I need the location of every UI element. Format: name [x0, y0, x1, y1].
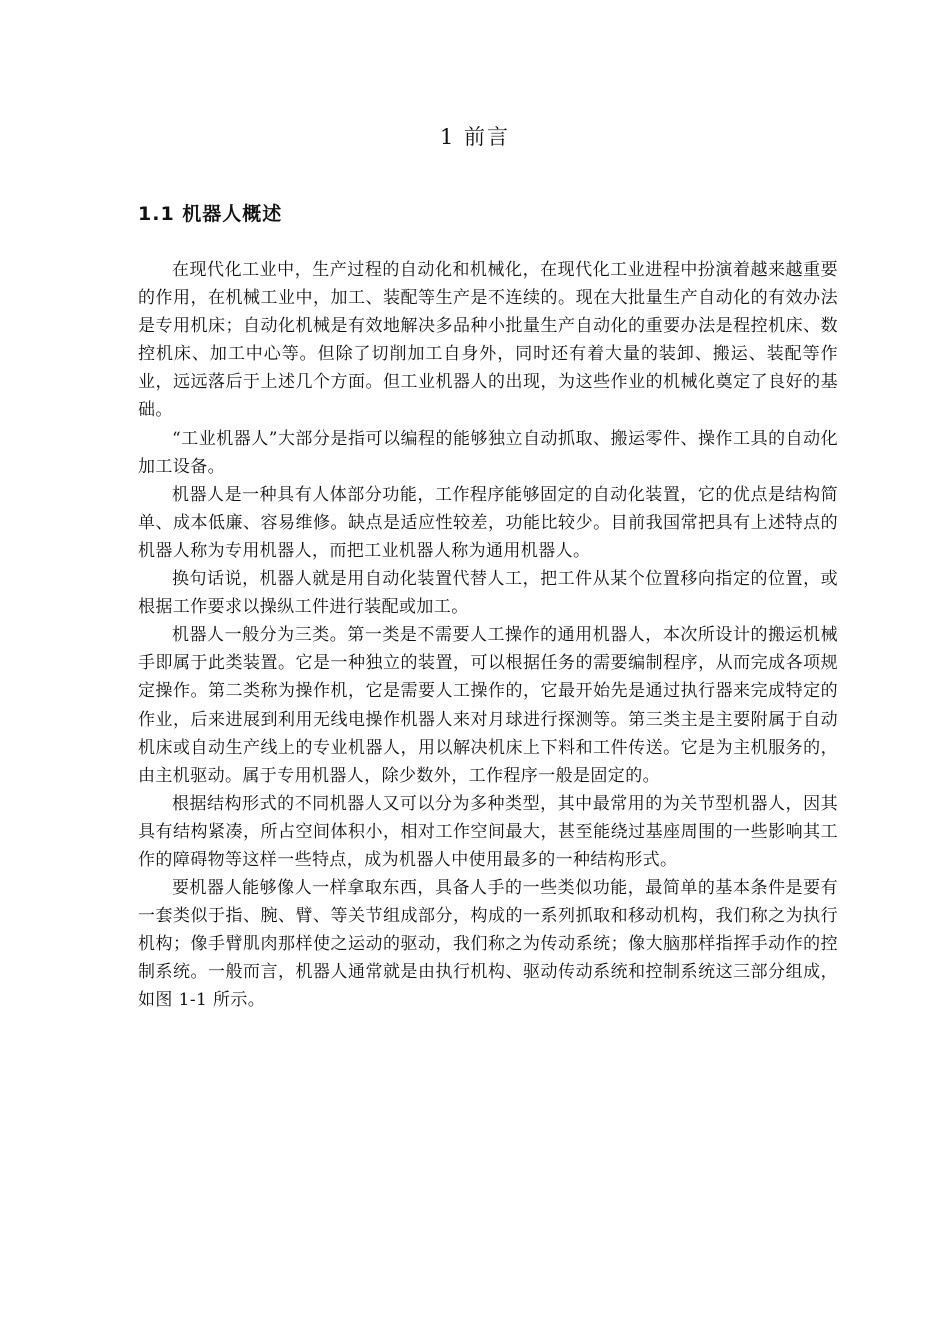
chapter-title: 1 前言: [439, 125, 511, 149]
paragraph: 要机器人能够像人一样拿取东西，具备人手的一些类似功能，最简单的基本条件是要有一套类似于指、腕、臂、等关节组成部分，构成的一系列抓取和移动机构，我们称之为执行机构；像手臂肌肉那样使之运动的驱动，我们称之为传动系统；像大脑那样指挥手动作的控制系统。一般而言，机器人通常就是由执行机构、驱动传动系统和控制系统这三部分组成，如图 1-1 所示。: [138, 878, 838, 1011]
section-title: 1.1 机器人概述: [138, 203, 283, 225]
paragraph: 在现代化工业中，生产过程的自动化和机械化，在现代化工业进程中扮演着越来越重要的作用，在机械工业中，加工、装配等生产是不连续的。现在大批量生产自动化的有效办法是专用机床；自动化机械是有效地解决多品种小批量生产自动化的重要办法是程控机床、数控机床、加工中心等。但除了切削加工自身外，同时还有着大量的装卸、搬运、装配等作业，远远落后于上述几个方面。但工业机器人的出现，为这些作业的机械化奠定了良好的基础。: [138, 260, 838, 421]
paragraph: “工业机器人”大部分是指可以编程的能够独立自动抓取、搬运零件、操作工具的自动化加工设备。: [138, 428, 838, 477]
paragraph: 机器人是一种具有人体部分功能，工作程序能够固定的自动化装置，它的优点是结构简单、成本低廉、容易维修。缺点是适应性较差，功能比较少。目前我国常把具有上述特点的机器人称为专用机器人，而把工业机器人称为通用机器人。: [138, 484, 838, 561]
paragraph: 根据结构形式的不同机器人又可以分为多种类型，其中最常用的为关节型机器人，因其具有结构紧凑，所占空间体积小，相对工作空间最大，甚至能绕过基座周围的一些影响其工作的障碍物等这样一些特点，成为机器人中使用最多的一种结构形式。: [138, 793, 838, 870]
paragraph: 机器人一般分为三类。第一类是不需要人工操作的通用机器人，本次所设计的搬运机械手即属于此类装置。它是一种独立的装置，可以根据任务的需要编制程序，从而完成各项规定操作。第二类称为操作机，它是需要人工操作的，它最开始先是通过执行器来完成特定的作业，后来进展到利用无线电操作机器人来对月球进行探测等。第三类主是主要附属于自动机床或自动生产线上的专业机器人，用以解决机床上下料和工件传送。它是为主机服务的，由主机驱动。属于专用机器人，除少数外，工作程序一般是固定的。: [138, 625, 838, 786]
body-text: [138, 256, 838, 1015]
paragraph: 换句话说，机器人就是用自动化装置代替人工，把工件从某个位置移向指定的位置，或根据工作要求以操纵工件进行装配或加工。: [138, 569, 838, 618]
